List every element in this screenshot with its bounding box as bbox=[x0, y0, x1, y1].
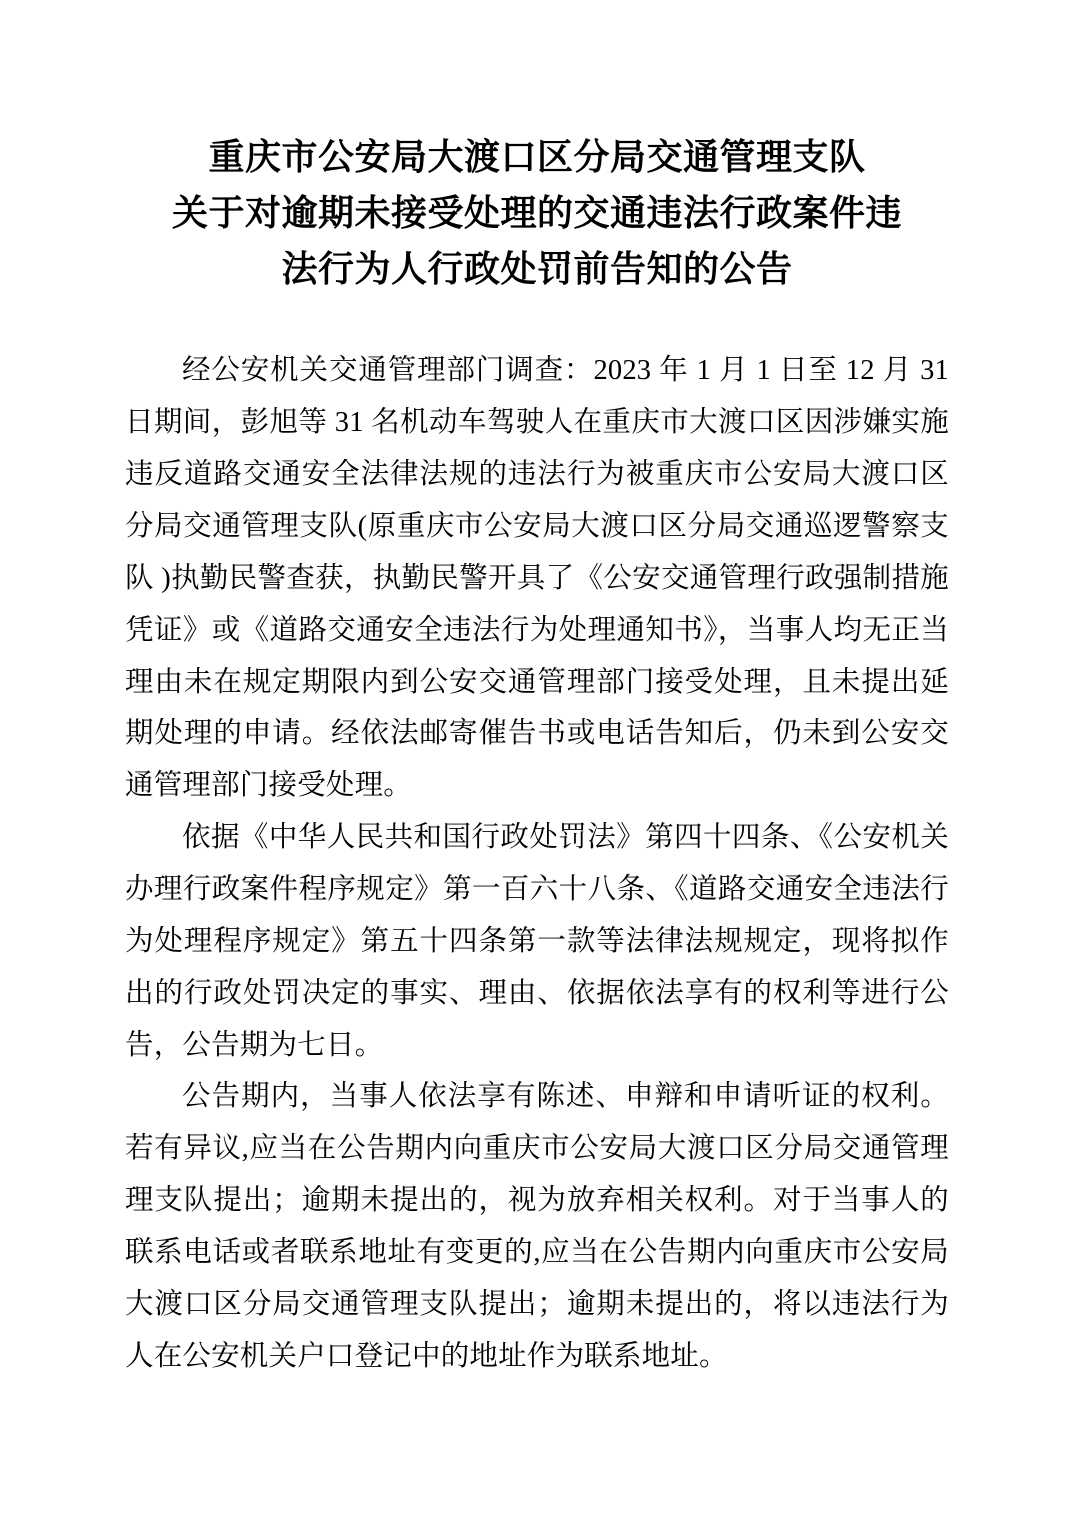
page-title bbox=[125, 130, 949, 297]
body-paragraph: 公告期内，当事人依法享有陈述、申辩和申请听证的权利。若有异议,应当在公告期内向重庆市公安局大渡口区分局交通管理理支队提出；逾期未提出的，视为放弃相关权利。对于当事人的联系电话或者联系地址有变更的,应当在公告期内向重庆市公安局大渡口区分局交通管理支队提出；逾期未提出的，将以违法行为人在公安机关户口登记中的地址作为联系地址。 bbox=[125, 1081, 949, 1372]
page-title-line-2: 关于对逾期未接受处理的交通违法行政案件违 bbox=[171, 192, 902, 233]
body-paragraph: 经公安机关交通管理部门调查：2023 年 1 月 1 日至 12 月 31 日期间，彭旭等 31 名机动车驾驶人在重庆市大渡口区因涉嫌实施违反道路交通安全法律法规的违法行为被重庆市公安局大渡口区分局交通管理支队(原重庆市公安局大渡口区分局交通巡逻警察支队 )执勤民警查获，执勤民警开具了《公安交通管理行政强制措施凭证》或《道路交通安全违法行为处理通知书》，当事人均无正当理由未在规定期限内到公安交通管理部门接受处理，且未提出延期处理的申请。经依法邮寄催告书或电话告知后，仍未到公安交通管理部门接受处理。 bbox=[125, 355, 949, 802]
page-title-line-1: 重庆市公安局大渡口区分局交通管理支队 bbox=[208, 137, 866, 177]
body-paragraph: 依据《中华人民共和国行政处罚法》第四十四条、《公安机关办理行政案件程序规定》第一百六十八条、《道路交通安全违法行为处理程序规定》第五十四条第一款等法律法规规定，现将拟作出的行政处罚决定的事实、理由、依据依法享有的权利等进行公告，公告期为七日。 bbox=[125, 822, 949, 1061]
page-title-line-3: 法行为人行政处罚前告知的公告 bbox=[281, 248, 793, 289]
document-body bbox=[125, 345, 949, 1382]
